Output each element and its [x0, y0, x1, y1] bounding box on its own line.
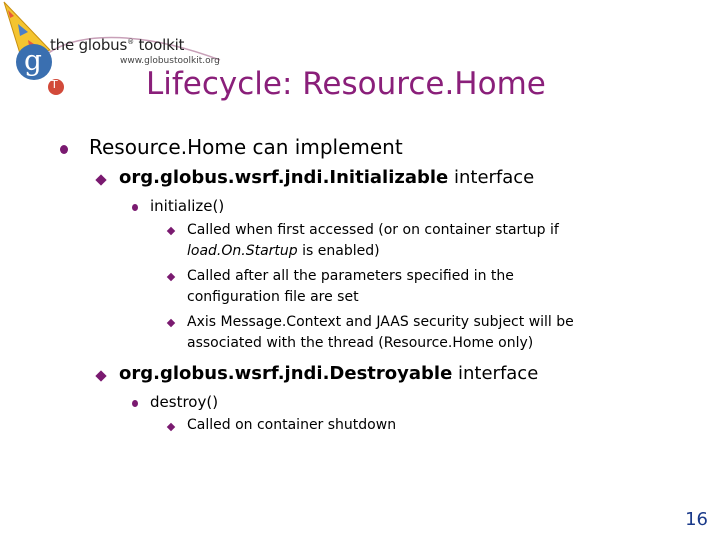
note-parameters-line1: Called after all the parameters specified in the — [187, 268, 514, 284]
bullet-diamond-icon — [167, 227, 175, 235]
load-on-startup: load.On.Startup — [187, 243, 298, 259]
note-parameters-line2: configuration file are set — [187, 289, 359, 305]
slide-title: Lifecycle: Resource.Home — [146, 66, 546, 102]
method-destroy: destroy() — [150, 393, 219, 411]
note-first-accessed-rest: is enabled) — [297, 243, 380, 259]
logo-brand — [50, 36, 184, 54]
note-parameters — [187, 266, 514, 308]
logo-brand-name: the globus — [50, 36, 128, 54]
logo-trademark: ® — [127, 38, 134, 46]
item-initializable — [119, 167, 534, 188]
note-axis-context-line1: Axis Message.Context and JAAS security subject will be — [187, 314, 574, 330]
initializable-suffix: interface — [448, 167, 535, 188]
bullet-dot-icon — [132, 400, 138, 407]
item-resource-home: Resource.Home can implement — [89, 135, 403, 159]
note-axis-context — [187, 312, 574, 354]
note-axis-context-line2: associated with the thread (Resource.Home only) — [187, 335, 534, 351]
bullet-dot-icon — [132, 204, 138, 211]
bullet-diamond-icon — [95, 370, 106, 381]
bullet-diamond-icon — [95, 174, 106, 185]
note-shutdown: Called on container shutdown — [187, 417, 397, 433]
destroyable-suffix: interface — [452, 363, 539, 384]
initializable-name: org.globus.wsrf.jndi.Initializable — [119, 167, 449, 188]
logo-brand-suffix: toolkit — [138, 36, 185, 54]
destroyable-name: org.globus.wsrf.jndi.Destroyable — [119, 363, 453, 384]
page-number: 16 — [685, 509, 708, 530]
bullet-diamond-icon — [167, 273, 175, 281]
logo-url: www.globustoolkit.org — [120, 56, 220, 66]
note-first-accessed-line1: Called when first accessed (or on container startup if — [187, 222, 559, 238]
note-first-accessed — [187, 220, 559, 262]
bullet-diamond-icon — [167, 319, 175, 327]
logo-g-letter: g — [24, 44, 42, 77]
note-first-accessed-line2 — [187, 241, 559, 262]
method-initialize: initialize() — [150, 197, 225, 215]
logo-t-letter: T — [51, 78, 58, 91]
bullet-diamond-icon — [167, 423, 175, 431]
item-destroyable — [119, 363, 538, 384]
bullet-dot-icon — [60, 145, 68, 154]
